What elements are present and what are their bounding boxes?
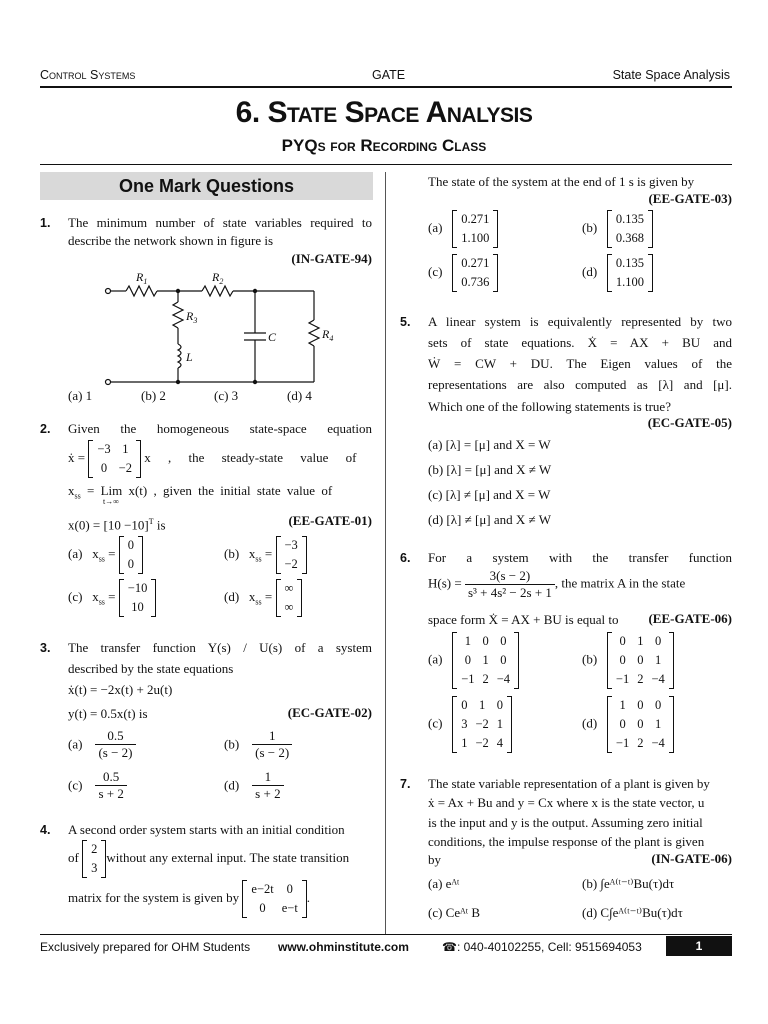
q6-line1: For a system with the transfer function xyxy=(428,550,732,565)
q4-line2: of 2 3 without any external input. The state transition xyxy=(68,840,374,878)
header-center: GATE xyxy=(372,68,406,82)
q5-option-c: (c) [λ] ≠ [μ] and X = W xyxy=(428,487,551,502)
section-heading: One Mark Questions xyxy=(40,172,373,200)
circuit-l-label: L xyxy=(186,350,193,364)
q5-line1: A linear system is equivalently represented by two xyxy=(428,314,732,329)
q4-continued: The state of the system at the end of 1 s is given by xyxy=(428,174,695,189)
q6-line2: H(s) = $\frac{3(s - 2)}{\text{s³ + 4s² − 2s + 1}}$ , the matrix A in the state xyxy=(428,568,686,600)
q2-option-a: (a) $x_{ss}$ = 0 0 xyxy=(68,536,143,574)
q5-line3: Ẇ = CW + DU. The Eigen values of the xyxy=(428,356,732,371)
q2-code: (EE-GATE-01) xyxy=(288,513,372,528)
q4-line3: matrix for the system is given by e−2t 0 0 e−t . xyxy=(68,880,374,918)
q2-limit-sub: t→∞ xyxy=(103,497,119,506)
footer-left: Exclusively prepared for OHM Students xyxy=(40,940,251,954)
q1-option-c: (c) 3 xyxy=(214,388,239,403)
q6-option-c: (c) 0 1 0 3 −2 1 1 −2 4 xyxy=(428,696,512,753)
footer-contact: ☎: 040-40102255, Cell: 9515694053 xyxy=(442,940,642,954)
page-subtitle: PYQs for Recording Class xyxy=(281,136,487,155)
circuit-c-label: C xyxy=(268,330,277,344)
q7-option-c: (c) Ceᴬᵗ B xyxy=(428,905,481,920)
q3-line3: ẋ(t) = −2x(t) + 2u(t) xyxy=(68,682,173,697)
q2-line4: $x(0) = [10 -10]^T$ is xyxy=(68,517,166,533)
q3-line4: y(t) = 0.5x(t) is xyxy=(68,706,148,721)
q2-option-b: (b) $x_{ss}$ = −3 −2 xyxy=(224,536,307,574)
circuit-r4-label: $R_4$ xyxy=(322,327,334,343)
q7-option-b: (b) ∫eᴬ⁽ᵗ⁻ᵗ⁾Bu(τ)dτ xyxy=(582,876,675,891)
q5-option-a: (a) [λ] = [μ] and X = W xyxy=(428,437,551,452)
q5-option-b: (b) [λ] = [μ] and X ≠ W xyxy=(428,462,552,477)
q5-number: 5. xyxy=(400,315,411,329)
q7-option-a: (a) eᴬᵗ xyxy=(428,876,460,891)
q4-number: 4. xyxy=(40,823,51,837)
q3-option-c: (c) $\frac{0.5}{s + 2}$ xyxy=(68,769,127,802)
header-right: State Space Analysis xyxy=(612,68,730,82)
q3-number: 3. xyxy=(40,641,51,655)
q4-option-d: (d) 0.135 1.100 xyxy=(582,254,653,292)
q5-line2: sets of state equations. Ẋ = AX + BU and xyxy=(428,335,732,350)
q1-circuit xyxy=(100,266,340,390)
q6-code: (EE-GATE-06) xyxy=(648,611,732,626)
q7-line3: is the input and y is the output. Assuming zero initial xyxy=(428,815,703,830)
q2-number: 2. xyxy=(40,422,51,436)
q3-code: (EC-GATE-02) xyxy=(287,705,372,720)
q4-option-a: (a) 0.271 1.100 xyxy=(428,210,498,248)
q5-option-d: (d) [λ] ≠ [μ] and X ≠ W xyxy=(428,512,551,527)
q2-option-c: (c) $x_{ss}$ = −10 10 xyxy=(68,579,156,617)
q4-line1: A second order system starts with an initial condition xyxy=(68,822,345,837)
circuit-r1-label: $R_1$ xyxy=(136,270,148,286)
q2-option-d: (d) $x_{ss}$ = ∞ ∞ xyxy=(224,579,302,617)
q4-code: (EE-GATE-03) xyxy=(648,191,732,206)
q2-line3: $x_{ss}$ = Lim x(t) , given the initial state value of xyxy=(68,483,333,501)
q6-option-b: (b) 0 1 0 0 0 1 −1 2 −4 xyxy=(582,632,674,689)
q6-number: 6. xyxy=(400,551,411,565)
q6-option-a: (a) 1 0 0 0 1 0 −1 2 −4 xyxy=(428,632,519,689)
circuit-r3-label: $R_3$ xyxy=(186,309,198,325)
q4-option-b: (b) 0.135 0.368 xyxy=(582,210,653,248)
q1-option-b: (b) 2 xyxy=(141,388,166,403)
q7-option-d: (d) C∫eᴬ⁽ᵗ⁻ᵗ⁾Bu(τ)dτ xyxy=(582,905,683,920)
footer-rule xyxy=(40,934,732,935)
q5-line4: representations are also computed as [λ] and [μ]. xyxy=(428,377,732,392)
q4-option-c: (c) 0.271 0.736 xyxy=(428,254,498,292)
header-left: Control Systems xyxy=(40,68,136,82)
footer-website-link[interactable]: www.ohminstitute.com xyxy=(278,940,409,954)
q7-code: (IN-GATE-06) xyxy=(651,851,732,866)
q1-text: The minimum number of state variables required to describe the network shown in figure is xyxy=(68,215,372,248)
q3-line2: described by the state equations xyxy=(68,661,234,676)
q1-option-d: (d) 4 xyxy=(287,388,312,403)
q3-line1: The transfer function Y(s) / U(s) of a system xyxy=(68,640,372,655)
q3-option-a: (a) $\frac{0.5}{(s - 2)}$ xyxy=(68,728,136,761)
page-title: 6. State Space Analysis xyxy=(235,96,533,129)
q1-option-a: (a) 1 xyxy=(68,388,93,403)
q3-option-d: (d) $\frac{1}{s + 2}$ xyxy=(224,769,284,802)
q6-line3: space form Ẋ = AX + BU is equal to xyxy=(428,612,619,627)
q3-option-b: (b) $\frac{1}{(s - 2)}$ xyxy=(224,728,292,761)
q1-number: 1. xyxy=(40,216,51,230)
column-separator xyxy=(385,172,386,934)
q7-line4: conditions, the impulse response of the plant is given xyxy=(428,834,705,849)
header-rule xyxy=(40,86,732,88)
q5-line5: Which one of the following statements is true? xyxy=(428,399,671,414)
circuit-r2-label: $R_2$ xyxy=(212,270,224,286)
title-rule xyxy=(40,164,732,165)
q7-line2: ẋ = Ax + Bu and y = Cx where x is the state vector, u xyxy=(428,795,705,810)
q1-code: (IN-GATE-94) xyxy=(291,251,372,266)
q2-line2: ẋ = −3 1 0 −2 x , the steady-state value of xyxy=(68,440,372,478)
q2-line1: Given the homogeneous state-space equation xyxy=(68,421,372,436)
q6-option-d: (d) 1 0 0 0 0 1 −1 2 −4 xyxy=(582,696,674,753)
q7-line1: The state variable representation of a plant is given by xyxy=(428,776,710,791)
q5-code: (EC-GATE-05) xyxy=(647,415,732,430)
q7-line5: by xyxy=(428,852,441,867)
q7-number: 7. xyxy=(400,777,411,791)
page-number: 1 xyxy=(666,936,732,956)
